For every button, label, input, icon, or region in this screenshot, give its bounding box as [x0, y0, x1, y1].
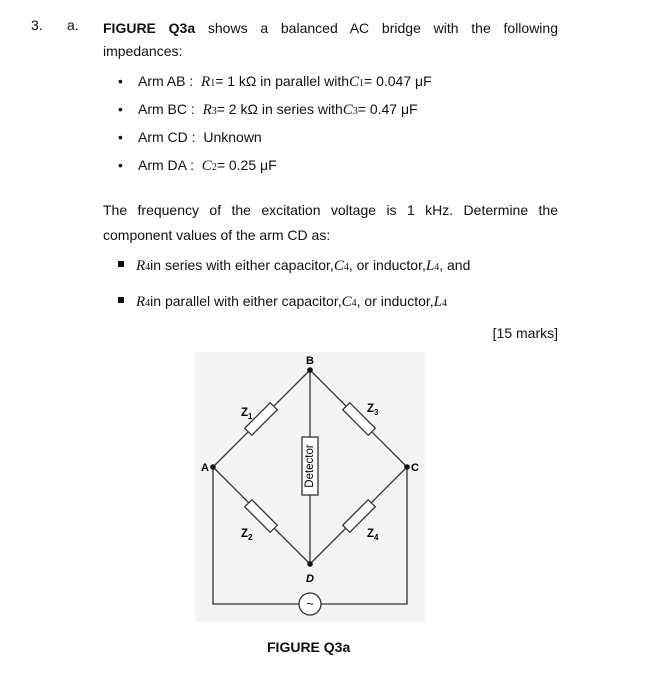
arm-label: Arm CD :	[138, 129, 196, 145]
symbol: C	[201, 158, 212, 174]
symbol: L	[433, 294, 443, 310]
arm-value: = 2 kΩ in series with	[216, 101, 343, 117]
question-number: 3.	[31, 17, 43, 33]
z1-label: $Z_1$	[241, 407, 253, 421]
arm-value: Unknown	[203, 129, 262, 145]
intro-line-1	[103, 17, 558, 40]
symbol: R	[201, 74, 211, 90]
option-list	[118, 256, 470, 328]
marks-label: [15 marks]	[492, 325, 558, 341]
node-b-dot	[307, 367, 313, 373]
figure-caption: FIGURE Q3a	[267, 639, 351, 655]
node-d-dot	[307, 561, 313, 567]
node-a-label: A	[201, 462, 209, 474]
square-bullet-icon	[118, 297, 124, 303]
figure-reference: FIGURE Q3a	[103, 20, 196, 36]
option-text: , and	[439, 257, 471, 273]
symbol-sub: 4	[351, 298, 357, 309]
arm-value: = 0.047 μF	[364, 73, 432, 89]
arm-item-bc	[118, 100, 432, 128]
symbol-sub: 1	[210, 78, 216, 89]
arm-item-cd	[118, 128, 432, 156]
option-text: , or inductor,	[348, 257, 426, 273]
arm-list	[118, 72, 432, 184]
symbol: L	[425, 258, 435, 274]
arm-label: Arm AB :	[138, 73, 194, 89]
bullet-icon: •	[118, 73, 123, 89]
node-b-label: B	[306, 355, 314, 367]
z2-label: $Z_2$	[241, 528, 253, 542]
task-line-1: The frequency of the excitation voltage is 1 kHz. Determine the	[103, 202, 558, 218]
question-part: a.	[67, 17, 79, 33]
node-a-dot	[210, 464, 216, 470]
detector-label: Detector	[304, 444, 317, 488]
symbol: R	[136, 294, 146, 310]
z3-label: $Z_3$	[367, 403, 379, 417]
intro-line-2: impedances:	[103, 43, 183, 59]
symbol: R	[202, 102, 212, 118]
task-line-2: component values of the arm CD as:	[103, 227, 331, 243]
arm-item-ab	[118, 72, 432, 100]
arm-value: = 1 kΩ in parallel with	[215, 73, 349, 89]
z4-label: $Z_4$	[367, 528, 379, 542]
intro-text: shows a balanced AC bridge with the following	[195, 20, 558, 36]
symbol: C	[349, 74, 360, 90]
bullet-icon: •	[118, 157, 123, 173]
symbol: R	[136, 258, 146, 274]
symbol-sub: 4	[145, 262, 151, 273]
symbol: C	[341, 294, 352, 310]
symbol-sub: 4	[145, 298, 151, 309]
option-text: in parallel with either capacitor,	[150, 293, 342, 309]
node-c-dot	[404, 464, 410, 470]
option-text: , or inductor,	[356, 293, 434, 309]
bridge-circuit-diagram	[195, 352, 425, 622]
node-d-label: D	[306, 573, 314, 585]
task-paragraph	[103, 198, 558, 248]
bullet-icon: •	[118, 101, 123, 117]
symbol-sub: 1	[359, 78, 365, 89]
square-bullet-icon	[118, 261, 124, 267]
arm-value: = 0.25 μF	[216, 157, 277, 173]
symbol-sub: 4	[434, 262, 440, 273]
symbol-sub: 4	[343, 262, 349, 273]
symbol: C	[342, 102, 353, 118]
option-series	[118, 256, 470, 292]
arm-value: = 0.47 μF	[357, 101, 418, 117]
symbol-sub: 3	[352, 106, 358, 117]
arm-label: Arm BC :	[138, 101, 195, 117]
arm-label: Arm DA :	[138, 157, 195, 173]
option-text: in series with either capacitor,	[150, 257, 334, 273]
question-intro	[103, 17, 558, 63]
option-parallel	[118, 292, 470, 328]
bullet-icon: •	[118, 129, 123, 145]
symbol: C	[333, 258, 344, 274]
arm-item-da	[118, 156, 432, 184]
node-c-label: C	[411, 462, 419, 474]
symbol-sub: 4	[442, 298, 448, 309]
ac-source-symbol: ~	[306, 596, 314, 611]
symbol-sub: 3	[211, 106, 217, 117]
symbol-sub: 2	[211, 162, 217, 173]
